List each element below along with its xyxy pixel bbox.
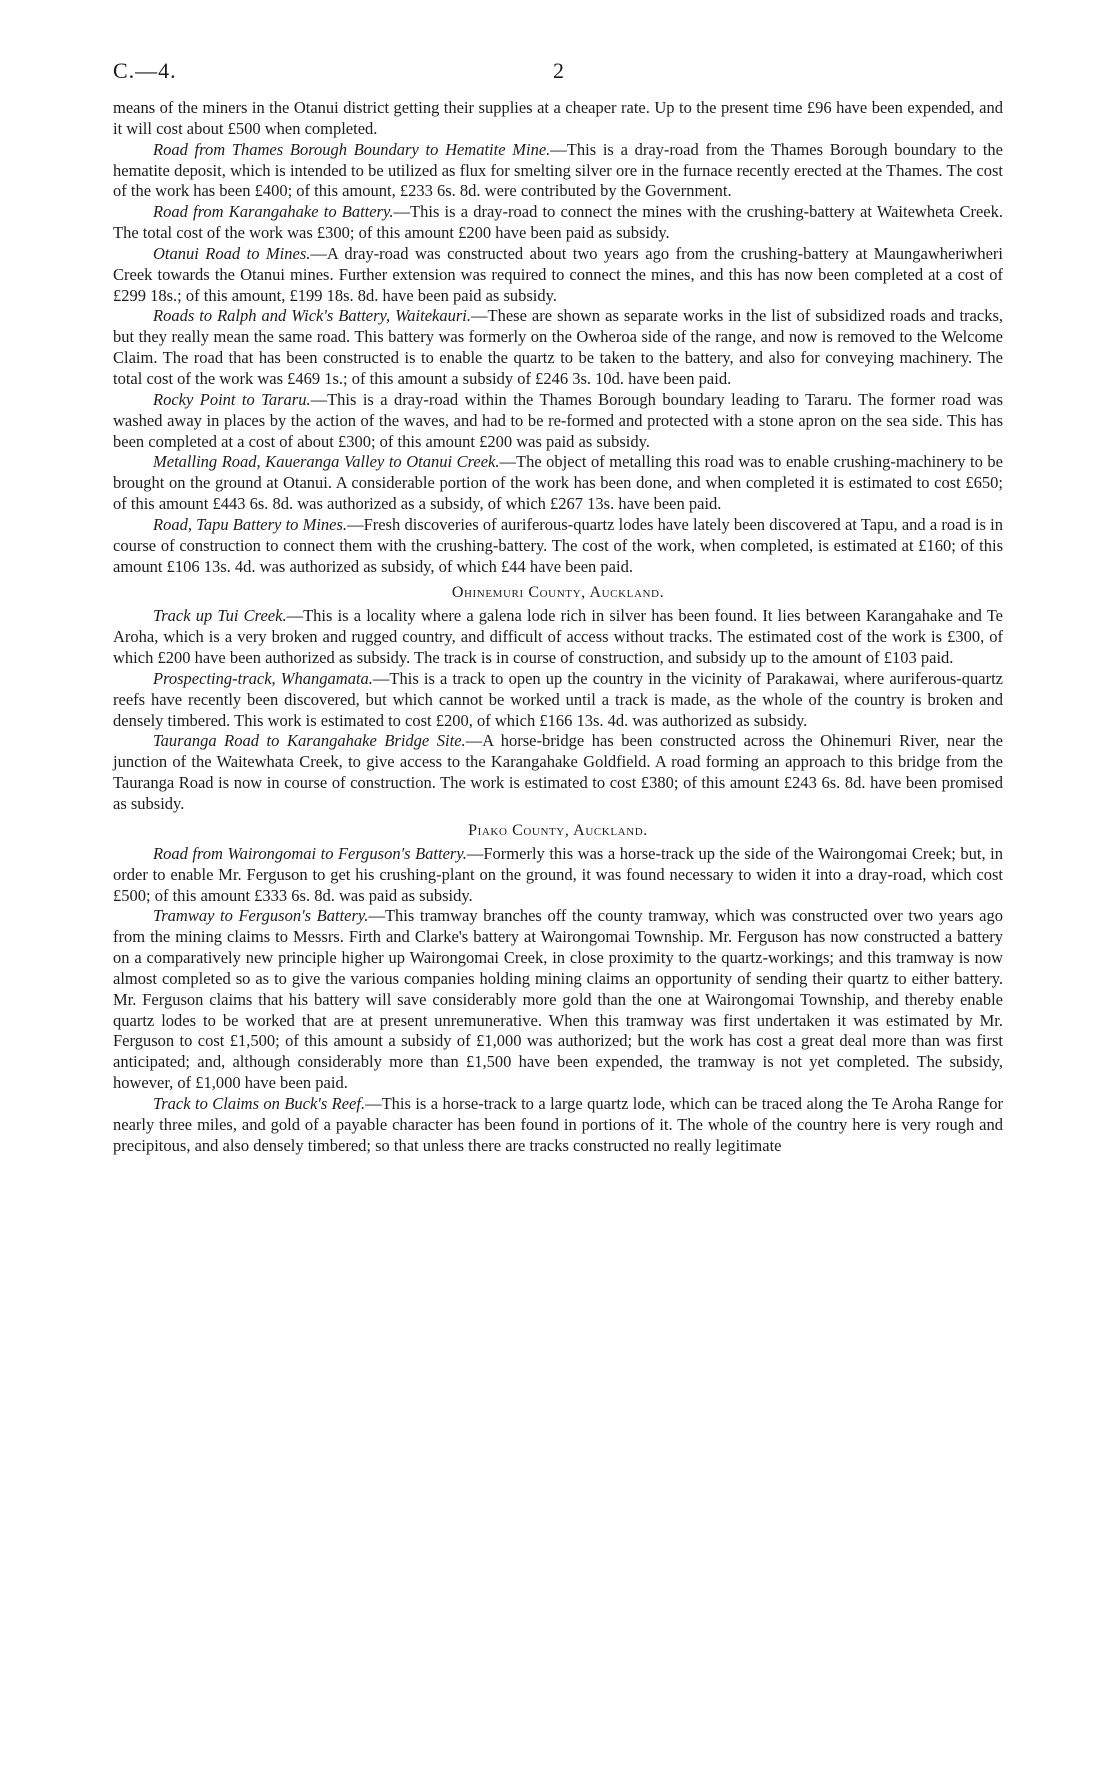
paragraph-text: —Formerly this was a horse-track up the side of the Wairongomai Creek; but, in order to enable Mr. Ferguson to get his crushing-plant on the ground, it was found necessary to widen it into a dray-road, which cost £500; of this amount £333 6s. 8d. was paid as subsidy. <box>113 843 1003 905</box>
paragraph <box>113 452 1003 515</box>
paragraph-text: —This is a horse-track to a large quartz lode, which can be traced along the Te Aroha Range for nearly three miles, and gold of a payable character has been found in portions of it. The whole of the country here is very rough and precipitous, and also densely timbered; so that unless there are tracks constructed no really legitimate <box>113 1093 1003 1155</box>
paragraph-title: Metalling Road, Kaueranga Valley to Otanui Creek. <box>153 452 500 472</box>
paragraph <box>113 906 1003 1094</box>
paragraph <box>113 306 1003 389</box>
paragraph <box>113 606 1003 669</box>
paragraph-text: —This is a dray-road from the Thames Borough boundary to the hematite deposit, which is intended to be utilized as flux for smelting silver ore in the furnace recently erected at the Thames. The cost of the work has been £400; of this amount, £233 6s. 8d. were contributed by the Government. <box>113 139 1003 201</box>
paragraph <box>113 669 1003 732</box>
paragraph <box>113 140 1003 203</box>
paragraph-text: —This is a dray-road to connect the mines with the crushing-battery at Waitewheta Creek. The total cost of the work was £300; of this amount £200 have been paid as subsidy. <box>113 202 1003 243</box>
paragraph-title: Road, Tapu Battery to Mines. <box>153 514 348 534</box>
section-heading-ohinemuri: Ohinemuri County, Auckland. <box>451 584 665 602</box>
paragraph-text: means of the miners in the Otanui district getting their supplies at a cheaper rate. Up to the present time £96 have been expended, and it will cost about £500 when completed. <box>113 98 1003 138</box>
paragraph-title: Otanui Road to Mines. <box>153 243 311 263</box>
page-header <box>113 58 1003 98</box>
paragraph-title: Prospecting-track, Whangamata. <box>153 668 373 688</box>
paragraph-title: Road from Wairongomai to Ferguson's Battery. <box>153 843 467 863</box>
paragraph-text: —These are shown as separate works in the list of subsidized roads and tracks, but they really mean the same road. This battery was formerly on the Owheroa side of the range, and now is removed to the Welcome Claim. The road that has been constructed is to enable the quartz to be taken to the battery, and also for conveying machinery. The total cost of the work was £469 1s.; of this amount a subsidy of £246 3s. 10d. have been paid. <box>113 306 1003 388</box>
paragraph-text: —Fresh discoveries of auriferous-quartz lodes have lately been discovered at Tapu, and a road is in course of construction to connect them with the crushing-battery. The cost of the work, when completed, is estimated at £160; of this amount £106 13s. 4d. was authorized as subsidy, of which £44 have been paid. <box>113 514 1003 576</box>
section-heading-piako: Piako County, Auckland. <box>468 821 648 839</box>
paragraph-title: Tauranga Road to Karangahake Bridge Site. <box>153 731 466 751</box>
paragraph <box>113 202 1003 244</box>
paragraph-title: Tramway to Ferguson's Battery. <box>153 906 369 926</box>
paragraph <box>113 1094 1003 1157</box>
paragraph-title: Road from Thames Borough Boundary to Hematite Mine. <box>153 139 551 159</box>
body-text <box>113 98 1003 1157</box>
paragraph <box>113 515 1003 578</box>
paragraph-text: —This is a dray-road within the Thames Borough boundary leading to Tararu. The former road was washed away in places by the action of the waves, and had to be re-formed and protected with a stone apron on the sea side. This has been completed at a cost of about £300; of this amount £200 was paid as subsidy. <box>113 389 1003 451</box>
paragraph-text: —This tramway branches off the county tramway, which was constructed over two years ago from the mining claims to Messrs. Firth and Clarke's battery at Wairongomai Township. Mr. Ferguson has now constructed a battery on a comparatively new principle higher up Wairongomai Creek, in close proximity to the quartz-workings; and this tramway is now almost completed so as to give the various companies holding mining claims an opportunity of sending their quartz to either battery. Mr. Ferguson claims that his battery will save considerably more gold than the one at Wairongomai Township, and thereby enable quartz lodes to be worked that are at present unremunerative. When this tramway was first undertaken it was estimated by Mr. Ferguson to cost £1,500; of this amount a subsidy of £1,000 was authorized; but the work has cost a great deal more than was first anticipated; and, although considerably more than £1,500 have been expended, the tramway is not yet completed. The subsidy, however, of £1,000 have been paid. <box>113 906 1003 1093</box>
paragraph-text: —A horse-bridge has been constructed across the Ohinemuri River, near the junction of the Waitewhata Creek, to give access to the Karangahake Goldfield. A road forming an approach to this bridge from the Tauranga Road is now in course of construction. The work is estimated to cost £380; of this amount £243 6s. 8d. have been promised as subsidy. <box>113 731 1003 813</box>
paragraph-title: Rocky Point to Tararu. <box>153 389 311 409</box>
paragraph-text: —This is a track to open up the country in the vicinity of Parakawai, where auriferous-quartz reefs have recently been discovered, but which cannot be worked until a track is made, as the whole of the country is broken and densely timbered. This work is estimated to cost £200, of which £166 13s. 4d. was authorized as subsidy. <box>113 668 1003 730</box>
document-reference: C.—4. <box>113 58 177 83</box>
page-number: 2 <box>553 58 564 83</box>
paragraph-text: —This is a locality where a galena lode rich in silver has been found. It lies between Karangahake and Te Aroha, which is a very broken and rugged country, and difficult of access without tracks. The estimated cost of the work is £300, of which £200 have been authorized as subsidy. The track is in course of construction, and subsidy up to the amount of £103 paid. <box>113 606 1003 668</box>
paragraph-title: Road from Karangahake to Battery. <box>153 202 394 222</box>
paragraph <box>113 390 1003 453</box>
paragraph-title: Track to Claims on Buck's Reef. <box>153 1093 366 1113</box>
paragraph-title: Roads to Ralph and Wick's Battery, Waitekauri. <box>153 306 472 326</box>
paragraph-text: —The object of metalling this road was to enable crushing-machinery to be brought on the ground at Otanui. A considerable portion of the work has been done, and when completed it is estimated to cost £650; of this amount £443 6s. 8d. was authorized as a subsidy, of which £267 13s. have been paid. <box>113 452 1003 514</box>
paragraph <box>113 844 1003 907</box>
paragraph-title: Track up Tui Creek. <box>153 606 287 626</box>
paragraph <box>113 731 1003 814</box>
paragraph <box>113 98 1003 140</box>
paragraph <box>113 244 1003 307</box>
paragraph-text: —A dray-road was constructed about two years ago from the crushing-battery at Maungawheriwheri Creek towards the Otanui mines. Further extension was required to connect the mines, and this has now been completed at a cost of £299 18s.; of this amount, £199 18s. 8d. have been paid as subsidy. <box>113 243 1003 305</box>
